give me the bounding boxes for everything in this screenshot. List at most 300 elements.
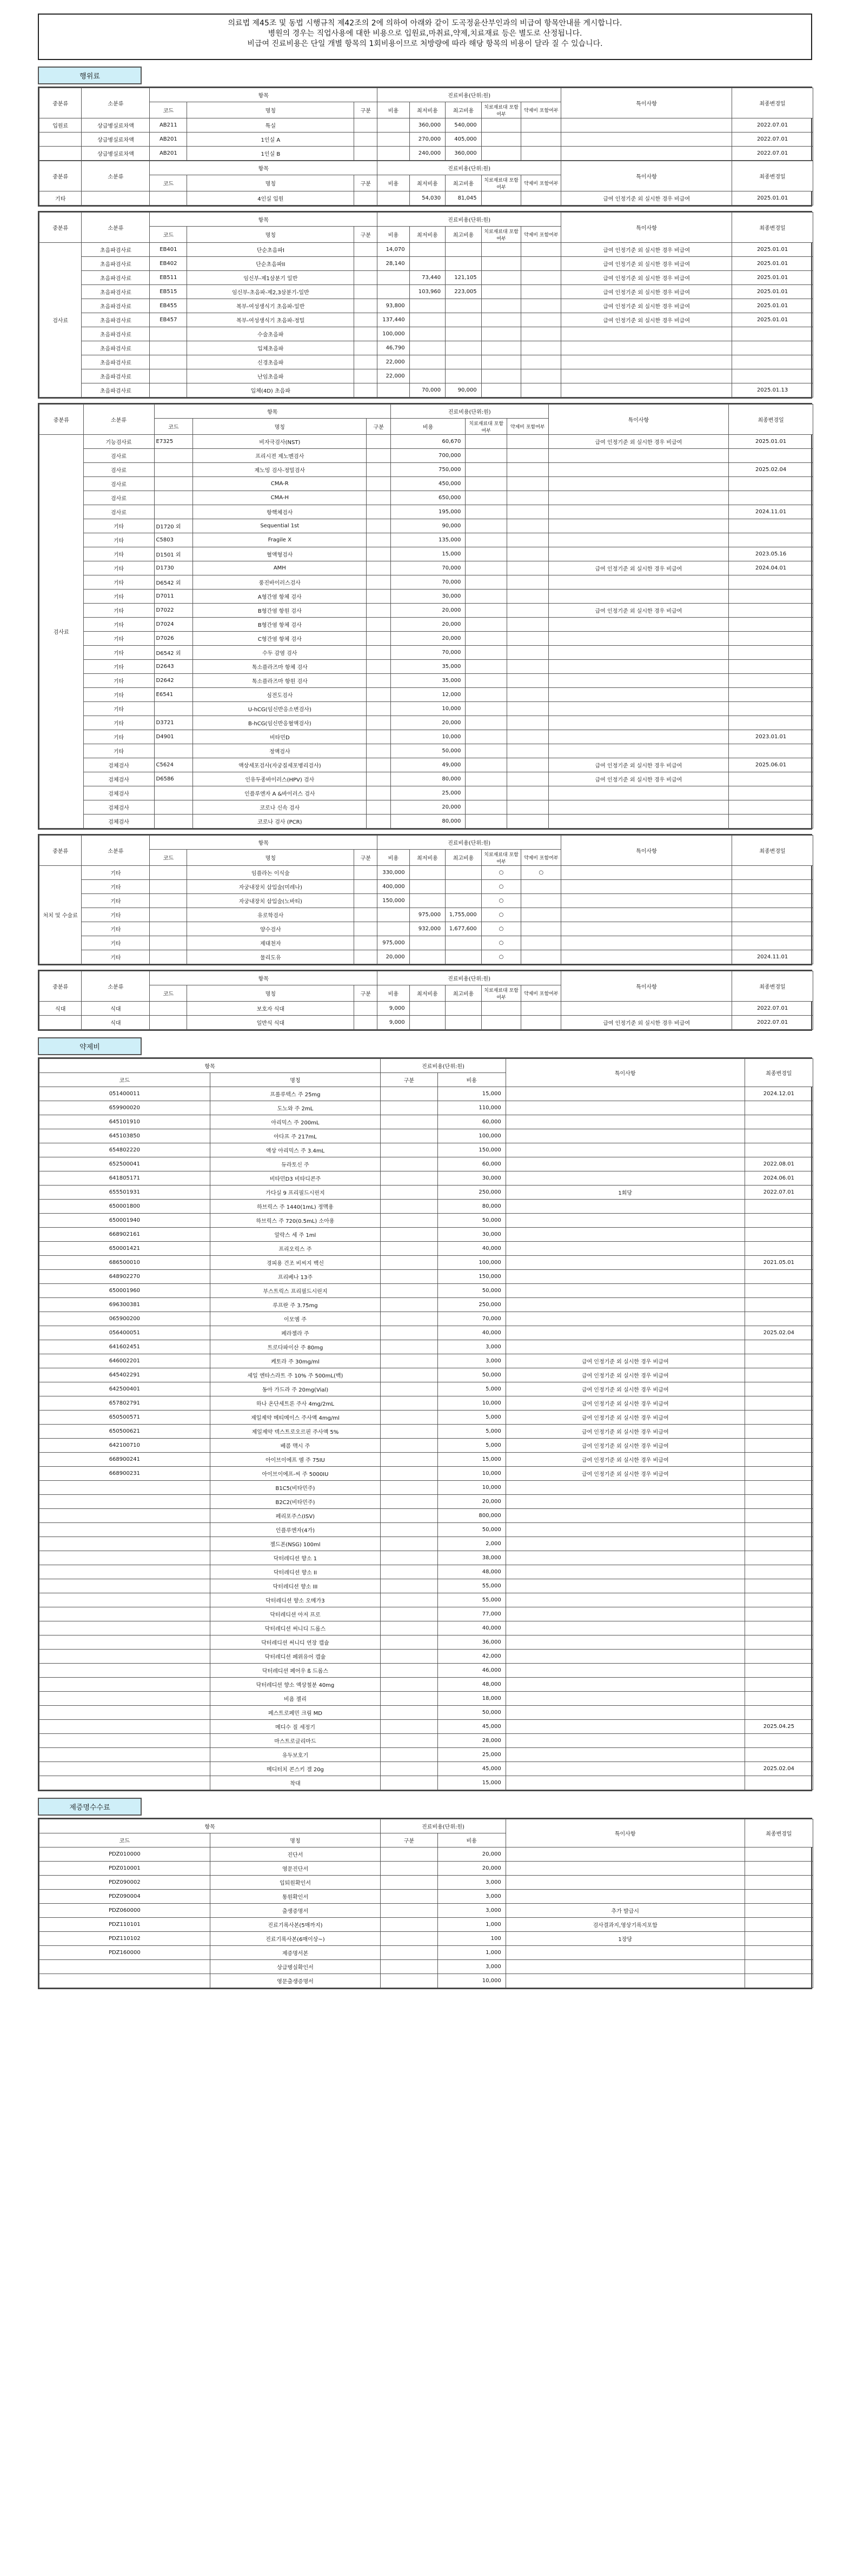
kind-cell bbox=[381, 1396, 437, 1410]
kind-cell bbox=[381, 1551, 437, 1565]
code-cell: D7011 bbox=[154, 590, 193, 604]
name-cell: 아이브이에프-씨 주 5000IU bbox=[210, 1467, 381, 1481]
header-name: 명칭 bbox=[187, 985, 354, 1002]
min-cell: 240,000 bbox=[409, 147, 446, 161]
name-cell: 인유두종바이러스(HPV) 검사 bbox=[193, 772, 367, 786]
minor-cell: 초음파검사료 bbox=[82, 299, 150, 313]
cost-cell: 50,000 bbox=[437, 1284, 506, 1298]
kind-cell bbox=[381, 1650, 437, 1664]
table-row bbox=[39, 355, 813, 369]
table-row bbox=[39, 604, 813, 618]
note-cell bbox=[506, 1876, 745, 1890]
name-cell: 비타민D3 비타디콘주 bbox=[210, 1171, 381, 1186]
table-row bbox=[39, 632, 813, 646]
date-cell: 2021.05.01 bbox=[745, 1256, 813, 1270]
note-cell bbox=[506, 1495, 745, 1509]
code-cell: EB515 bbox=[150, 285, 187, 299]
cost-cell: 50,000 bbox=[390, 744, 465, 758]
table-row bbox=[39, 716, 813, 730]
kind-cell bbox=[381, 1256, 437, 1270]
code-cell: 645103850 bbox=[39, 1129, 210, 1143]
table-row bbox=[39, 1918, 813, 1932]
code-cell bbox=[154, 463, 193, 477]
name-cell: 물리도유 bbox=[187, 950, 354, 964]
mat-cell bbox=[481, 341, 521, 355]
name-cell: 아다프 주 217mL bbox=[210, 1129, 381, 1143]
name-cell: 특실 bbox=[187, 118, 354, 133]
table-row bbox=[39, 1368, 813, 1382]
header-med: 약제비 포함여부 bbox=[521, 985, 561, 1002]
note-cell bbox=[506, 1635, 745, 1650]
header-date: 최종변경일 bbox=[729, 405, 813, 435]
kind-cell bbox=[381, 1565, 437, 1579]
date-cell bbox=[745, 1650, 813, 1664]
mat-cell bbox=[481, 299, 521, 313]
table-row bbox=[39, 646, 813, 660]
med-cell bbox=[507, 800, 548, 814]
header-fee: 진료비용(단위:원) bbox=[377, 88, 561, 102]
table-row bbox=[39, 1862, 813, 1876]
mat-cell bbox=[466, 702, 507, 716]
min-cell bbox=[409, 327, 446, 341]
major-cell: 처치 및 수술료 bbox=[39, 866, 82, 964]
code-cell: PDZ160000 bbox=[39, 1946, 210, 1960]
kind-cell bbox=[381, 1326, 437, 1340]
table-row bbox=[39, 1593, 813, 1607]
header-code: 코드 bbox=[150, 175, 187, 191]
kind-cell bbox=[354, 894, 377, 908]
date-cell bbox=[729, 575, 813, 590]
kind-cell bbox=[354, 908, 377, 922]
date-cell: 2024.11.01 bbox=[729, 505, 813, 519]
date-cell: 2025.01.01 bbox=[732, 257, 813, 271]
kind-cell bbox=[381, 1621, 437, 1635]
date-cell bbox=[745, 1382, 813, 1396]
table-row bbox=[39, 299, 813, 313]
header-mat: 치료재료대 포함여부 bbox=[481, 102, 521, 118]
note-cell: 급여 인정기준 외 실시한 경우 비급여 bbox=[548, 561, 729, 575]
name-cell: 비타민D bbox=[193, 730, 367, 744]
min-cell: 73,440 bbox=[409, 271, 446, 285]
kind-cell bbox=[354, 327, 377, 341]
cost-cell: 40,000 bbox=[437, 1242, 506, 1256]
cost-cell: 77,000 bbox=[437, 1607, 506, 1621]
minor-cell: 초음파검사료 bbox=[82, 285, 150, 299]
date-cell: 2022.07.01 bbox=[745, 1186, 813, 1200]
note-cell: 1장당 bbox=[506, 1932, 745, 1946]
date-cell bbox=[732, 880, 813, 894]
header-major: 중분류 bbox=[39, 971, 82, 1002]
name-cell: 닥터레디션 페어우 ß 드롭스 bbox=[210, 1664, 381, 1678]
name-cell: 루프란 주 3.75mg bbox=[210, 1298, 381, 1312]
cost-cell: 5,000 bbox=[437, 1439, 506, 1453]
mat-cell bbox=[466, 561, 507, 575]
date-cell bbox=[729, 618, 813, 632]
table-row bbox=[39, 561, 813, 575]
mat-cell bbox=[481, 257, 521, 271]
cost-cell: 20,000 bbox=[437, 1847, 506, 1862]
note-cell bbox=[561, 866, 732, 880]
date-cell bbox=[745, 1904, 813, 1918]
name-cell: 닥터레디션 향소 II bbox=[210, 1565, 381, 1579]
code-cell bbox=[150, 383, 187, 398]
name-cell: 하브릭스 주 720(0.5mL) 소아용 bbox=[210, 1214, 381, 1228]
date-cell bbox=[729, 632, 813, 646]
cost-cell: 2,000 bbox=[437, 1537, 506, 1551]
kind-cell bbox=[381, 1340, 437, 1354]
note-cell bbox=[561, 341, 732, 355]
kind-cell bbox=[381, 1101, 437, 1115]
date-cell: 2023.01.01 bbox=[729, 730, 813, 744]
kind-cell bbox=[354, 936, 377, 950]
header-cost: 비용 bbox=[377, 985, 409, 1002]
kind-cell bbox=[381, 1918, 437, 1932]
name-cell: 메디수 질 세정기 bbox=[210, 1720, 381, 1734]
header-date: 최종변경일 bbox=[732, 971, 813, 1002]
date-cell bbox=[745, 1551, 813, 1565]
note-cell bbox=[506, 1129, 745, 1143]
code-cell: EB401 bbox=[150, 243, 187, 257]
mat-cell bbox=[466, 716, 507, 730]
code-cell: 641805171 bbox=[39, 1171, 210, 1186]
note-cell bbox=[548, 463, 729, 477]
date-cell: 2025.02.04 bbox=[745, 1326, 813, 1340]
code-cell bbox=[39, 1635, 210, 1650]
mat-cell bbox=[466, 772, 507, 786]
code-cell: 650001421 bbox=[39, 1242, 210, 1256]
name-cell: 상급병실확인서 bbox=[210, 1960, 381, 1974]
cost-cell bbox=[377, 271, 409, 285]
date-cell bbox=[745, 1354, 813, 1368]
max-cell bbox=[446, 299, 482, 313]
code-cell bbox=[154, 702, 193, 716]
table-row bbox=[39, 118, 813, 133]
header-code: 코드 bbox=[39, 1073, 210, 1087]
table-row bbox=[39, 313, 813, 327]
date-cell: 2025.01.01 bbox=[732, 243, 813, 257]
date-cell: 2025.01.01 bbox=[732, 271, 813, 285]
med-cell bbox=[521, 950, 561, 964]
date-cell: 2024.12.01 bbox=[745, 1087, 813, 1101]
header-minor: 소분류 bbox=[82, 161, 150, 191]
table-row bbox=[39, 908, 813, 922]
header-fee: 진료비용(단위:원) bbox=[390, 405, 548, 419]
date-cell: 2025.01.01 bbox=[732, 191, 813, 206]
code-cell bbox=[154, 505, 193, 519]
table-row bbox=[39, 688, 813, 702]
table-row bbox=[39, 1776, 813, 1790]
notice-line-3: 비급여 진료비용은 단일 개별 항목의 1회비용이므로 처방량에 따라 해당 항목의 비용이 달라 질 수 있습니다. bbox=[247, 39, 603, 48]
table-row bbox=[39, 547, 813, 561]
name-cell: 도노와 주 2mL bbox=[210, 1101, 381, 1115]
header-name: 명칭 bbox=[210, 1833, 381, 1847]
code-cell bbox=[154, 449, 193, 463]
header-name: 명칭 bbox=[187, 102, 354, 118]
header-date: 최종변경일 bbox=[732, 836, 813, 866]
minor-cell: 기타 bbox=[83, 688, 154, 702]
mat-cell: ○ bbox=[481, 922, 521, 936]
cost-cell: 20,000 bbox=[390, 632, 465, 646]
header-minor: 소분류 bbox=[82, 213, 150, 243]
table-row bbox=[39, 1579, 813, 1593]
name-cell: 임신부-초음파-제2,3삼분기-일반 bbox=[187, 285, 354, 299]
code-cell: 650001960 bbox=[39, 1284, 210, 1298]
code-cell bbox=[39, 1720, 210, 1734]
note-cell bbox=[506, 1607, 745, 1621]
table-row bbox=[39, 590, 813, 604]
cost-cell: 100 bbox=[437, 1932, 506, 1946]
date-cell bbox=[745, 1214, 813, 1228]
surgery-block bbox=[38, 834, 812, 965]
date-cell bbox=[745, 1678, 813, 1692]
cost-cell: 800,000 bbox=[437, 1509, 506, 1523]
kind-cell bbox=[367, 716, 391, 730]
code-cell bbox=[154, 477, 193, 491]
name-cell: AMH bbox=[193, 561, 367, 575]
kind-cell bbox=[354, 313, 377, 327]
kind-cell bbox=[381, 1876, 437, 1890]
name-cell: 복부-여성생식기 초음파-일반 bbox=[187, 299, 354, 313]
kind-cell bbox=[381, 1453, 437, 1467]
notice-box bbox=[38, 14, 812, 60]
mat-cell bbox=[481, 118, 521, 133]
med-cell bbox=[521, 271, 561, 285]
minor-cell: 상급병실료차액 bbox=[82, 118, 150, 133]
date-cell bbox=[729, 646, 813, 660]
minor-cell: 기타 bbox=[83, 519, 154, 533]
cost-cell: 50,000 bbox=[437, 1523, 506, 1537]
header-minor: 소분류 bbox=[83, 405, 154, 435]
table-row bbox=[39, 744, 813, 758]
cost-cell: 150,000 bbox=[377, 894, 409, 908]
cost-cell: 28,140 bbox=[377, 257, 409, 271]
name-cell: 프롤루텍스 주 25mg bbox=[210, 1087, 381, 1101]
code-cell bbox=[39, 1509, 210, 1523]
kind-cell bbox=[381, 1678, 437, 1692]
max-cell bbox=[446, 1002, 482, 1016]
cost-cell: 20,000 bbox=[390, 604, 465, 618]
cost-cell bbox=[377, 285, 409, 299]
minor-cell: 검체검사 bbox=[83, 758, 154, 772]
name-cell: 마스트로글리마드 bbox=[210, 1734, 381, 1748]
date-cell bbox=[732, 355, 813, 369]
date-cell bbox=[745, 1284, 813, 1298]
name-cell: 베콤 맥시 주 bbox=[210, 1439, 381, 1453]
header-mat: 치료재료대 포함여부 bbox=[481, 227, 521, 243]
table-row bbox=[39, 772, 813, 786]
date-cell: 2025.01.01 bbox=[732, 285, 813, 299]
note-cell bbox=[561, 880, 732, 894]
table-row bbox=[39, 1748, 813, 1762]
mat-cell bbox=[466, 674, 507, 688]
med-cell bbox=[521, 313, 561, 327]
date-cell bbox=[729, 744, 813, 758]
drug-table bbox=[39, 1058, 813, 1790]
code-cell: D7026 bbox=[154, 632, 193, 646]
mat-cell: ○ bbox=[481, 894, 521, 908]
date-cell bbox=[745, 1439, 813, 1453]
mat-cell bbox=[466, 758, 507, 772]
mat-cell bbox=[481, 285, 521, 299]
note-cell bbox=[548, 800, 729, 814]
name-cell: 입체초음파 bbox=[187, 341, 354, 355]
cost-cell: 30,000 bbox=[437, 1228, 506, 1242]
kind-cell bbox=[381, 1087, 437, 1101]
cost-cell: 5,000 bbox=[437, 1425, 506, 1439]
kind-cell bbox=[367, 505, 391, 519]
min-cell bbox=[409, 894, 446, 908]
date-cell bbox=[745, 1748, 813, 1762]
med-cell bbox=[507, 477, 548, 491]
cost-cell: 5,000 bbox=[437, 1382, 506, 1396]
cost-cell: 40,000 bbox=[437, 1326, 506, 1340]
code-cell bbox=[39, 1960, 210, 1974]
name-cell: 진료기록사본(5매까지) bbox=[210, 1918, 381, 1932]
note-cell bbox=[506, 1862, 745, 1876]
note-cell bbox=[506, 1481, 745, 1495]
header-code: 코드 bbox=[150, 850, 187, 866]
mat-cell: ○ bbox=[481, 908, 521, 922]
header-cost: 비용 bbox=[377, 102, 409, 118]
code-cell bbox=[154, 814, 193, 829]
mat-cell bbox=[481, 147, 521, 161]
code-cell bbox=[150, 1002, 187, 1016]
max-cell bbox=[446, 866, 482, 880]
name-cell: 보호자 식대 bbox=[187, 1002, 354, 1016]
header-minor: 소분류 bbox=[82, 88, 150, 118]
cost-cell: 18,000 bbox=[437, 1692, 506, 1706]
date-cell bbox=[745, 1607, 813, 1621]
kind-cell bbox=[381, 1706, 437, 1720]
name-cell: 단순초음파I bbox=[187, 243, 354, 257]
header-note: 특이사항 bbox=[548, 405, 729, 435]
name-cell: 인플루엔자 A &바이러스 검사 bbox=[193, 786, 367, 800]
min-cell bbox=[409, 1002, 446, 1016]
name-cell: 난임초음파 bbox=[187, 369, 354, 383]
code-cell: 648902270 bbox=[39, 1270, 210, 1284]
kind-cell bbox=[354, 369, 377, 383]
cost-cell: 975,000 bbox=[377, 936, 409, 950]
date-cell bbox=[745, 1298, 813, 1312]
mat-cell bbox=[466, 505, 507, 519]
kind-cell bbox=[381, 1200, 437, 1214]
header-max: 최고비용 bbox=[446, 850, 482, 866]
kind-cell bbox=[367, 491, 391, 505]
med-cell bbox=[507, 604, 548, 618]
kind-cell bbox=[354, 299, 377, 313]
section-label-main: 행위료 bbox=[38, 67, 142, 84]
mat-cell bbox=[466, 618, 507, 632]
kind-cell bbox=[381, 1382, 437, 1396]
minor-cell: 초음파검사료 bbox=[82, 271, 150, 285]
min-cell bbox=[409, 1016, 446, 1030]
code-cell bbox=[150, 327, 187, 341]
header-kind: 구분 bbox=[354, 102, 377, 118]
cost-cell: 3,000 bbox=[437, 1890, 506, 1904]
header-item: 항목 bbox=[150, 161, 377, 175]
note-cell bbox=[506, 1143, 745, 1157]
header-mat: 치료재료대 포함여부 bbox=[466, 419, 507, 435]
med-cell bbox=[507, 674, 548, 688]
cost-cell: 60,000 bbox=[437, 1115, 506, 1129]
max-cell: 81,045 bbox=[446, 191, 482, 206]
code-cell: EB402 bbox=[150, 257, 187, 271]
note-cell: 급여 인정기준 외 실시한 경우 비급여 bbox=[561, 257, 732, 271]
name-cell: 세일 엔타스라트 주 10% 주 500mL(백) bbox=[210, 1368, 381, 1382]
header-mat: 치료재료대 포함여부 bbox=[481, 985, 521, 1002]
surgery-table bbox=[39, 835, 813, 964]
cost-cell: 20,000 bbox=[377, 950, 409, 964]
note-cell bbox=[506, 1762, 745, 1776]
major-cell: 검사료 bbox=[39, 243, 82, 398]
name-cell: 알락스 세 주 1ml bbox=[210, 1228, 381, 1242]
cost-cell: 5,000 bbox=[437, 1410, 506, 1425]
name-cell: 코로나 신속 검사 bbox=[193, 800, 367, 814]
kind-cell bbox=[381, 1960, 437, 1974]
med-cell bbox=[521, 355, 561, 369]
med-cell bbox=[507, 519, 548, 533]
code-cell bbox=[150, 355, 187, 369]
date-cell bbox=[745, 1593, 813, 1607]
table-row bbox=[39, 1200, 813, 1214]
name-cell: 1인실 B bbox=[187, 147, 354, 161]
note-cell bbox=[548, 646, 729, 660]
kind-cell bbox=[367, 463, 391, 477]
note-cell bbox=[561, 133, 732, 147]
kind-cell bbox=[367, 561, 391, 575]
note-cell: 급여 인정기준 외 실시한 경우 비급여 bbox=[506, 1410, 745, 1425]
med-cell bbox=[507, 744, 548, 758]
name-cell: 자궁내장치 삽입술(미레나) bbox=[187, 880, 354, 894]
cost-cell: 12,000 bbox=[390, 688, 465, 702]
name-cell: 메디터치 콘스키 겔 20g bbox=[210, 1762, 381, 1776]
note-cell bbox=[506, 1087, 745, 1101]
minor-cell: 초음파검사료 bbox=[82, 355, 150, 369]
minor-cell: 검사료 bbox=[83, 477, 154, 491]
note-cell bbox=[506, 1101, 745, 1115]
note-cell bbox=[506, 1171, 745, 1186]
name-cell: 경피용 건조 비씨지 백신 bbox=[210, 1256, 381, 1270]
cost-cell bbox=[377, 191, 409, 206]
date-cell bbox=[745, 1453, 813, 1467]
kind-cell bbox=[367, 519, 391, 533]
header-min: 최저비용 bbox=[409, 175, 446, 191]
note-cell: 급여 인정기준 외 실시한 경우 비급여 bbox=[561, 271, 732, 285]
name-cell: 제일제약 덱스트로오르핀 주사액 5% bbox=[210, 1425, 381, 1439]
note-cell bbox=[561, 950, 732, 964]
minor-cell: 기타 bbox=[83, 702, 154, 716]
date-cell bbox=[745, 1946, 813, 1960]
max-cell: 1,677,600 bbox=[446, 922, 482, 936]
mat-cell bbox=[466, 435, 507, 449]
table-row bbox=[39, 950, 813, 964]
table-row bbox=[39, 1960, 813, 1974]
table-row bbox=[39, 1129, 813, 1143]
name-cell: 영문출생증명서 bbox=[210, 1974, 381, 1988]
section-label-drug: 약제비 bbox=[38, 1037, 142, 1055]
cost-cell: 25,000 bbox=[390, 786, 465, 800]
table-row bbox=[39, 1481, 813, 1495]
code-cell: PDZ010001 bbox=[39, 1862, 210, 1876]
major-cell: 식대 bbox=[39, 1002, 82, 1016]
name-cell: 프리시젼 제노멘검사 bbox=[193, 449, 367, 463]
notice-line-2: 병원의 경우는 직업사용에 대한 비용으로 입원료,마취료,약제,치료재료 등은 별도로 산정됩니다. bbox=[268, 29, 582, 38]
code-cell bbox=[150, 908, 187, 922]
cost-cell: 10,000 bbox=[437, 1974, 506, 1988]
note-cell bbox=[506, 1678, 745, 1692]
name-cell: 닥터레디션 향소 액상철분 40mg bbox=[210, 1678, 381, 1692]
name-cell: B1C5(비타민주) bbox=[210, 1481, 381, 1495]
